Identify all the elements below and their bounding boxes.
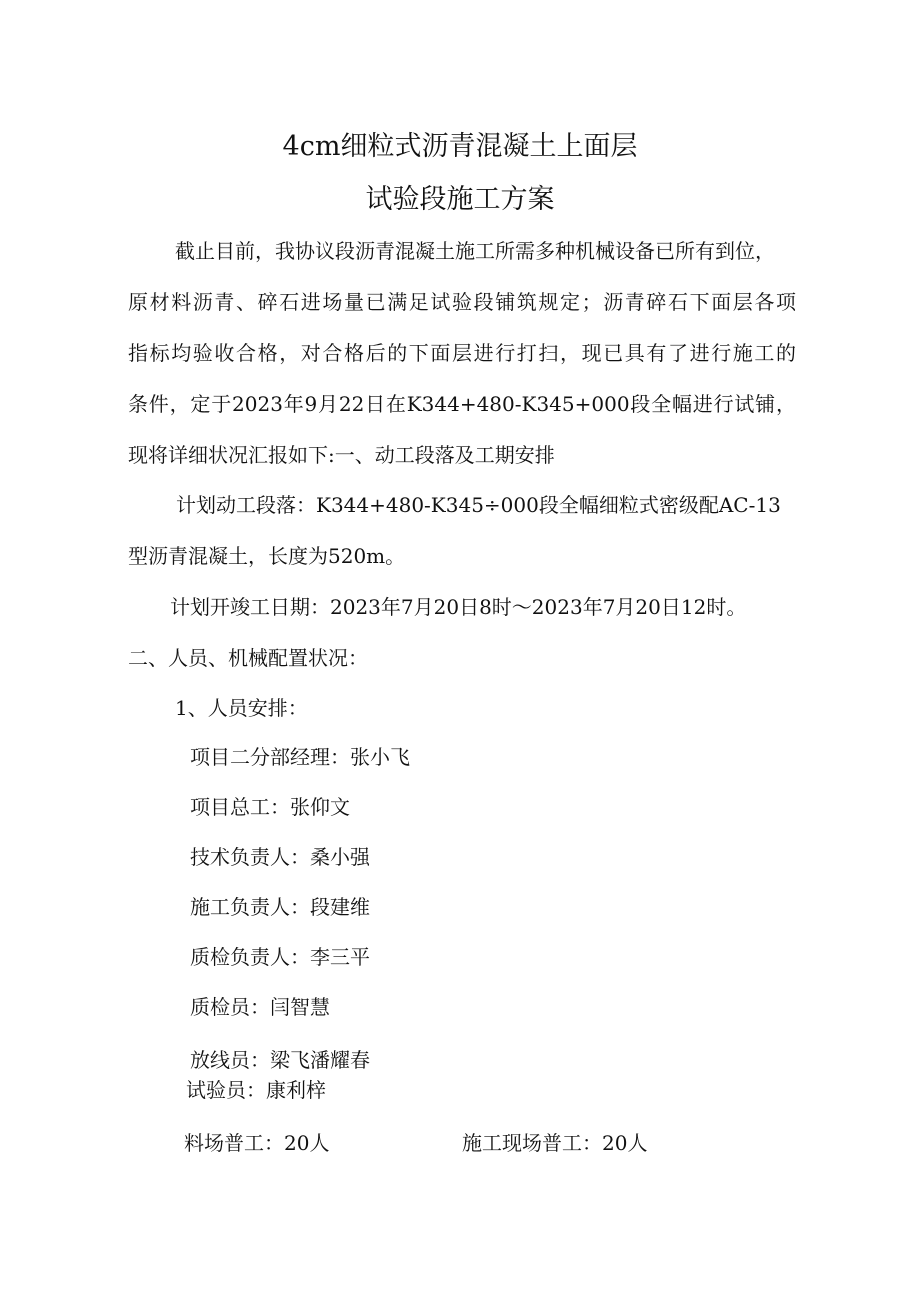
yard-workers: 料场普工：20人 [184, 1131, 330, 1155]
document-title: 4cm细粒式沥青混凝土上面层 [282, 131, 638, 162]
schedule-dates: 计划开竣工日期：2023年7月20日8时～2023年7月20日12时。 [170, 595, 747, 619]
section-heading: 二、人员、机械配置状况： [128, 646, 368, 670]
staff-item: 质检员：闫智慧 [190, 995, 330, 1019]
intro-line-5: 现将详细状况汇报如下:一、动工段落及工期安排 [128, 443, 555, 467]
staff-item: 项目二分部经理：张小飞 [190, 745, 410, 769]
staff-item: 质检负责人：李三平 [190, 945, 370, 969]
intro-line-3: 指标均验收合格，对合格后的下面层进行打扫，现已具有了进行施工的 [128, 341, 796, 365]
staff-item: 试验员：康利梓 [186, 1078, 326, 1102]
intro-line-2: 原材料沥青、碎石进场量已满足试验段铺筑规定；沥青碎石下面层各项 [128, 290, 796, 314]
document-subtitle: 试验段施工方案 [365, 184, 555, 215]
site-workers: 施工现场普工：20人 [462, 1131, 648, 1155]
staff-item: 施工负责人：段建维 [190, 895, 370, 919]
staffing-subheading: 1、人员安排： [175, 696, 308, 720]
intro-line-1: 截止目前，我协议段沥青混凝土施工所需多种机械设备已所有到位， [175, 239, 775, 263]
staff-item: 项目总工：张仰文 [190, 795, 350, 819]
intro-line-4: 条件，定于2023年9月22日在K344+480-K345+000段全幅进行试铺， [128, 392, 796, 416]
staff-item: 放线员：梁飞潘耀春 [190, 1048, 370, 1072]
schedule-section-line-1: 计划动工段落：K344+480-K345÷000段全幅细粒式密级配AC-13 [176, 493, 781, 517]
schedule-section-line-2: 型沥青混凝土，长度为520m。 [128, 544, 406, 568]
staff-item: 技术负责人：桑小强 [190, 845, 370, 869]
